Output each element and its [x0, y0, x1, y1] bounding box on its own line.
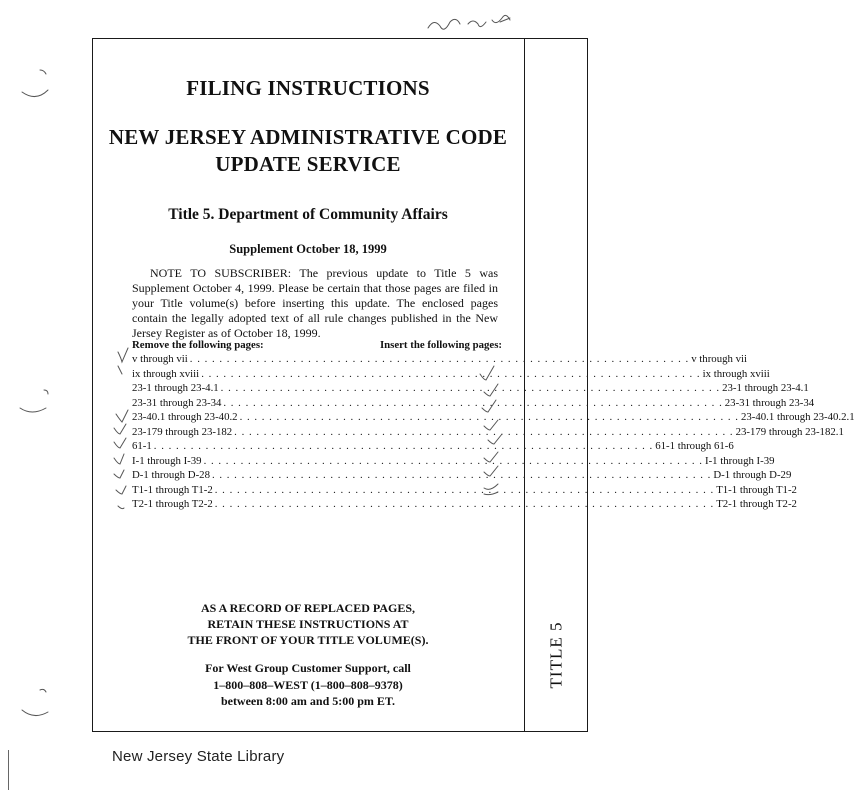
page-row	[132, 454, 775, 470]
customer-support-notice	[94, 660, 522, 710]
page-row	[132, 498, 797, 513]
record-notice	[94, 600, 522, 648]
support-line: For West Group Customer Support, call	[205, 661, 411, 675]
support-line: 1–800–808–WEST (1–800–808–9378)	[213, 677, 403, 692]
leader-dots: . . . . . . . . . . . . . . . . . . . . . . . . . . . . . . . . . . . . . . . . . . . . . . . . . . . . . . . . . . . . . . . . . . . .	[211, 469, 712, 481]
filing-instructions-heading: FILING INSTRUCTIONS	[186, 76, 430, 100]
insert-pages: 23-1 through 23-4.1	[722, 382, 809, 394]
leader-dots: . . . . . . . . . . . . . . . . . . . . . . . . . . . . . . . . . . . . . . . . . . . . . . . . . . . . . . . . . . . . . . . . . . . .	[214, 498, 715, 510]
page-row	[132, 440, 734, 455]
page-row	[132, 396, 815, 412]
hole-punch-mark	[22, 689, 48, 715]
record-line: RETAIN THESE INSTRUCTIONS AT	[207, 617, 409, 631]
title-subtitle: Title 5. Department of Community Affairs	[168, 206, 448, 223]
remove-pages: D-1 through D-28	[132, 469, 210, 481]
insert-header: Insert the following pages:	[379, 339, 502, 351]
list-header	[132, 339, 502, 353]
code-title-line1: NEW JERSEY ADMINISTRATIVE CODE	[108, 125, 508, 149]
record-line: THE FRONT OF YOUR TITLE VOLUME(S).	[187, 633, 429, 647]
insert-pages: v through vii	[691, 353, 747, 365]
page-row	[132, 382, 809, 397]
remove-header: Remove the following pages:	[132, 339, 264, 351]
remove-pages: 61-1	[132, 440, 152, 452]
leader-dots: . . . . . . . . . . . . . . . . . . . . . . . . . . . . . . . . . . . . . . . . . . . . . . . . . . . . . . . . . . . . . . . . . . . .	[214, 483, 715, 496]
page-rows	[132, 353, 855, 513]
insert-pages: D-1 through D-29	[713, 469, 792, 481]
insert-pages: 23-179 through 23-182.1	[735, 425, 844, 438]
page-row	[132, 411, 855, 426]
page-row	[132, 425, 844, 441]
leader-dots: . . . . . . . . . . . . . . . . . . . . . . . . . . . . . . . . . . . . . . . . . . . . . . . . . . . . . . . . . . . . . . . . . . . .	[189, 353, 690, 365]
remove-pages: 23-1 through 23-4.1	[132, 382, 219, 394]
leader-dots: . . . . . . . . . . . . . . . . . . . . . . . . . . . . . . . . . . . . . . . . . . . . . . . . . . . . . . . . . . . . . . . . . . . .	[203, 454, 703, 467]
handwritten-initials	[428, 15, 510, 29]
page-row	[132, 367, 770, 383]
hole-punch-mark	[22, 70, 48, 97]
insert-pages: 61-1 through 61-6	[655, 440, 734, 452]
insert-pages: T2-1 through T2-2	[716, 498, 797, 510]
remove-pages: T2-1 through T2-2	[132, 498, 213, 510]
title-tab-label: TITLE 5	[546, 621, 566, 689]
remove-pages: I-1 through I-39	[132, 454, 202, 467]
remove-pages: 23-40.1 through 23-40.2	[132, 411, 238, 423]
insert-pages: T1-1 through T1-2	[716, 483, 797, 496]
leader-dots: . . . . . . . . . . . . . . . . . . . . . . . . . . . . . . . . . . . . . . . . . . . . . . . . . . . . . . . . . . . . . . . . . . . .	[223, 396, 723, 409]
leader-dots: . . . . . . . . . . . . . . . . . . . . . . . . . . . . . . . . . . . . . . . . . . . . . . . . . . . . . . . . . . . . . . . . . . . .	[234, 425, 734, 438]
document-body	[94, 40, 855, 730]
record-line: AS A RECORD OF REPLACED PAGES,	[200, 601, 416, 615]
support-line: between 8:00 am and 5:00 pm ET.	[220, 694, 396, 708]
insert-pages: 23-31 through 23-34	[724, 396, 815, 409]
note-to-subscriber: NOTE TO SUBSCRIBER: The previous update to Title 5 was Supplement October 4, 1999. Please be certain that those pages are filed in your Title volume(s) before inserting this update. The enclosed pages contain the legally adopted text of all rule changes published in the New Jersey Register as of October 18, 1999.	[132, 266, 498, 340]
leader-dots: . . . . . . . . . . . . . . . . . . . . . . . . . . . . . . . . . . . . . . . . . . . . . . . . . . . . . . . . . . . . . . . . . . . .	[153, 440, 654, 452]
title-tab	[527, 600, 585, 710]
leader-dots: . . . . . . . . . . . . . . . . . . . . . . . . . . . . . . . . . . . . . . . . . . . . . . . . . . . . . . . . . . . . . . . . . . . .	[220, 382, 721, 394]
insert-pages: I-1 through I-39	[704, 454, 775, 467]
page-row	[132, 483, 797, 499]
hole-punch-mark	[20, 390, 48, 412]
leader-dots: . . . . . . . . . . . . . . . . . . . . . . . . . . . . . . . . . . . . . . . . . . . . . . . . . . . . . . . . . . . . . . . . . . . .	[239, 411, 739, 423]
remove-pages: T1-1 through T1-2	[132, 483, 213, 496]
code-title-line2: UPDATE SERVICE	[215, 152, 401, 176]
insert-pages: ix through xviii	[702, 367, 770, 380]
page-row	[132, 353, 747, 368]
code-title	[94, 124, 522, 178]
insert-pages: 23-40.1 through 23-40.2.1	[740, 411, 855, 423]
remove-pages: v through vii	[132, 353, 188, 365]
remove-pages: ix through xviii	[132, 367, 200, 380]
page-row	[132, 469, 792, 484]
margin-mark	[8, 750, 9, 790]
remove-pages: 23-179 through 23-182	[132, 425, 233, 438]
page-replacement-list	[132, 339, 855, 513]
library-stamp: New Jersey State Library	[112, 748, 285, 765]
supplement-date: Supplement October 18, 1999	[229, 242, 387, 256]
leader-dots: . . . . . . . . . . . . . . . . . . . . . . . . . . . . . . . . . . . . . . . . . . . . . . . . . . . . . . . . . . . . . . . . . . . .	[201, 367, 701, 380]
remove-pages: 23-31 through 23-34	[132, 396, 222, 409]
